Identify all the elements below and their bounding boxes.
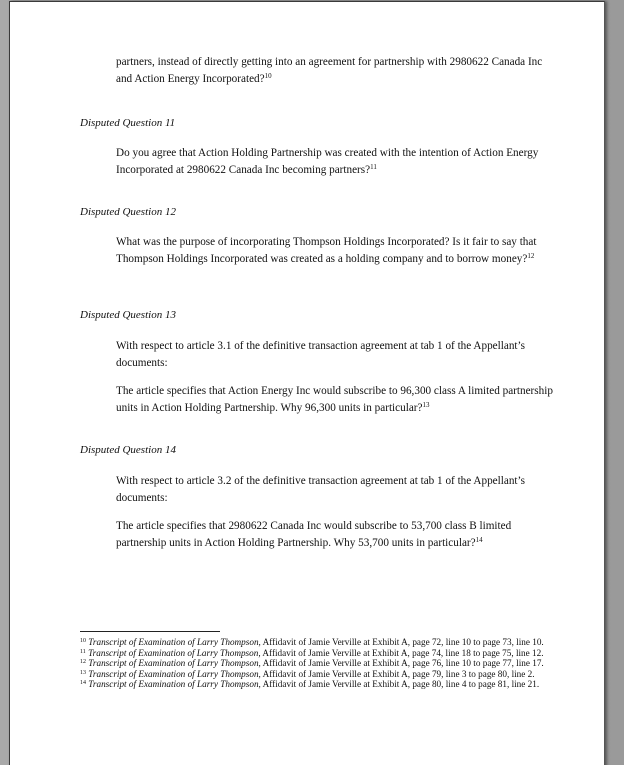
footnote-ref[interactable]: 12 xyxy=(527,252,535,260)
footnote-number: 11 xyxy=(80,648,86,655)
footnote-title: Transcript of Examination of Larry Thompson, xyxy=(88,637,261,647)
footnote-text: Affidavit of Jamie Verville at Exhibit A, page 72, line 10 to page 73, line 10. xyxy=(260,637,544,647)
footnote-separator xyxy=(80,631,220,632)
footnote-ref[interactable]: 11 xyxy=(370,163,377,171)
footnote-text: Affidavit of Jamie Verville at Exhibit A, page 76, line 10 to page 77, line 17. xyxy=(260,658,544,669)
document-page xyxy=(9,1,605,765)
question-11-paragraph xyxy=(116,145,556,179)
footnote-number: 14 xyxy=(80,680,86,687)
footnote-number: 13 xyxy=(80,669,86,676)
paragraph-text: partners, instead of directly getting into an agreement for partnership with 2980622 Canada Inc and Action Energy Incorporated? xyxy=(116,56,543,85)
paragraph-text: The article specifies that Action Energy Inc would subscribe to 96,300 class A limited partnership units in Action Holding Partnership. Why 96,300 units in particular? xyxy=(116,385,553,414)
paragraph-text: What was the purpose of incorporating Thompson Holdings Incorporated? Is it fair to say that Thompson Holdings Incorporated was created as a holding company and to borrow money? xyxy=(116,236,537,265)
question-14-paragraph-2 xyxy=(116,518,556,552)
question-heading-12: Disputed Question 12 xyxy=(80,206,176,218)
footnote-13 xyxy=(80,669,550,680)
paragraph-text: With respect to article 3.1 of the definitive transaction agreement at tab 1 of the Appellant’s documents: xyxy=(116,340,525,369)
footnotes xyxy=(80,637,550,690)
paragraph-text: Do you agree that Action Holding Partnership was created with the intention of Action Energy Incorporated at 2980622 Canada Inc becoming partners? xyxy=(116,147,539,176)
question-heading-11: Disputed Question 11 xyxy=(80,117,176,129)
footnote-title: Transcript of Examination of Larry Thompson, xyxy=(88,668,261,679)
footnote-number: 12 xyxy=(80,659,86,666)
question-heading-14: Disputed Question 14 xyxy=(80,444,176,456)
footnote-title: Transcript of Examination of Larry Thompson, xyxy=(88,679,261,690)
footnote-12 xyxy=(80,658,550,669)
question-13-paragraph-2 xyxy=(116,383,556,417)
footnote-text: Affidavit of Jamie Verville at Exhibit A, page 79, line 3 to page 80, line 2. xyxy=(260,668,535,679)
footnote-title: Transcript of Examination of Larry Thompson, xyxy=(88,658,261,669)
paragraph-text: The article specifies that 2980622 Canada Inc would subscribe to 53,700 class B limited partnership units in Action Holding Partnership. Why 53,700 units in particular? xyxy=(116,520,512,549)
question-heading-13: Disputed Question 13 xyxy=(80,309,176,321)
footnote-number: 10 xyxy=(80,638,86,644)
continuation-paragraph xyxy=(116,54,556,88)
footnote-text: Affidavit of Jamie Verville at Exhibit A, page 80, line 4 to page 81, line 21. xyxy=(260,679,540,690)
footnote-ref[interactable]: 14 xyxy=(475,536,483,544)
question-13-paragraph-1 xyxy=(116,338,556,372)
footnote-11 xyxy=(80,648,550,659)
footnote-ref[interactable]: 13 xyxy=(422,401,430,409)
question-12-paragraph xyxy=(116,234,556,268)
footnote-text: Affidavit of Jamie Verville at Exhibit A, page 74, line 18 to page 75, line 12. xyxy=(260,647,544,658)
footnote-10 xyxy=(80,637,550,648)
question-14-paragraph-1 xyxy=(116,473,556,507)
footnote-ref[interactable]: 10 xyxy=(264,72,272,80)
footnote-14 xyxy=(80,679,550,690)
footnote-title: Transcript of Examination of Larry Thompson, xyxy=(88,647,261,658)
paragraph-text: With respect to article 3.2 of the definitive transaction agreement at tab 1 of the Appellant’s documents: xyxy=(116,475,525,504)
